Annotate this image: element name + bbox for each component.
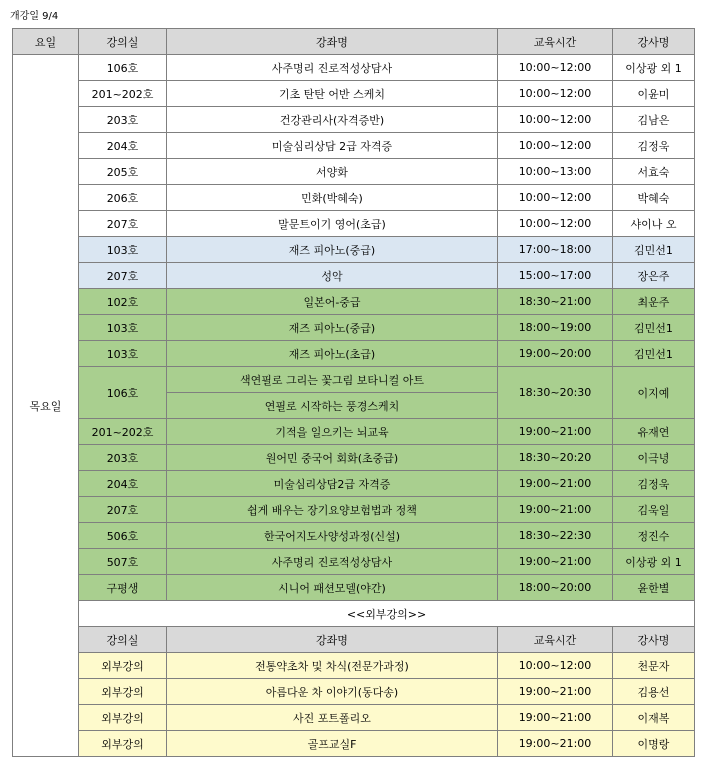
time-cell: 10:00~12:00: [498, 81, 613, 107]
time-cell: 10:00~12:00: [498, 107, 613, 133]
external-time-cell: 10:00~12:00: [498, 653, 613, 679]
room-cell: 206호: [79, 185, 167, 211]
room-cell: 507호: [79, 549, 167, 575]
external-row: [13, 731, 695, 757]
room-cell: 204호: [79, 471, 167, 497]
time-cell: 10:00~12:00: [498, 185, 613, 211]
teacher-cell: 샤이나 오: [613, 211, 695, 237]
external-header-time: 교육시간: [498, 627, 613, 653]
teacher-cell: 정진수: [613, 523, 695, 549]
course-cell: 서양화: [167, 159, 498, 185]
room-cell: 207호: [79, 211, 167, 237]
table-header-row: [13, 29, 695, 55]
time-cell: 18:30~22:30: [498, 523, 613, 549]
teacher-cell: 장은주: [613, 263, 695, 289]
room-cell: 207호: [79, 497, 167, 523]
header-day: 요일: [13, 29, 79, 55]
page-caption: 개강일 9/4: [10, 11, 59, 22]
course-cell: 건강관리사(자격증반): [167, 107, 498, 133]
room-cell: 106호: [79, 367, 167, 419]
room-cell: 203호: [79, 445, 167, 471]
external-row: [13, 653, 695, 679]
course-cell: 민화(박혜숙): [167, 185, 498, 211]
time-cell: 18:30~20:20: [498, 445, 613, 471]
room-cell: 203호: [79, 107, 167, 133]
table-row: [13, 81, 695, 107]
room-cell: 201~202호: [79, 81, 167, 107]
course-cell: 말문트이기 영어(초급): [167, 211, 498, 237]
teacher-cell: 김욱일: [613, 497, 695, 523]
course-cell: 시니어 패션모델(야간): [167, 575, 498, 601]
course-cell: 한국어지도사양성과정(신설): [167, 523, 498, 549]
table-row: [13, 523, 695, 549]
external-teacher-cell: 김용선: [613, 679, 695, 705]
external-row: [13, 705, 695, 731]
external-room-cell: 외부강의: [79, 731, 167, 757]
day-cell: 목요일: [13, 55, 79, 757]
external-room-cell: 외부강의: [79, 705, 167, 731]
table-row: [13, 133, 695, 159]
course-cell: 재즈 피아노(초급): [167, 341, 498, 367]
teacher-cell: 김민선1: [613, 341, 695, 367]
table-row: [13, 419, 695, 445]
table-row: [13, 315, 695, 341]
room-cell: 207호: [79, 263, 167, 289]
time-cell: 19:00~20:00: [498, 341, 613, 367]
room-cell: 106호: [79, 55, 167, 81]
course-cell: 색연필로 그리는 꽃그림 보타니컬 아트: [167, 367, 498, 393]
external-header-teacher: 강사명: [613, 627, 695, 653]
external-title: <<외부강의>>: [79, 601, 695, 627]
external-header-course: 강좌명: [167, 627, 498, 653]
teacher-cell: 이상광 외 1: [613, 549, 695, 575]
table-row: [13, 367, 695, 393]
external-course-cell: 전통약초차 및 차식(전문가과정): [167, 653, 498, 679]
teacher-cell: 윤한별: [613, 575, 695, 601]
external-title-row: [13, 601, 695, 627]
time-cell: 18:00~19:00: [498, 315, 613, 341]
course-cell: 사주명리 진로적성상담사: [167, 55, 498, 81]
teacher-cell: 김민선1: [613, 237, 695, 263]
external-time-cell: 19:00~21:00: [498, 731, 613, 757]
table-row: [13, 575, 695, 601]
table-row: [13, 289, 695, 315]
teacher-cell: 박혜숙: [613, 185, 695, 211]
external-course-cell: 골프교실F: [167, 731, 498, 757]
table-row: [13, 549, 695, 575]
table-row: [13, 445, 695, 471]
table-row: [13, 237, 695, 263]
room-cell: 205호: [79, 159, 167, 185]
external-teacher-cell: 천문자: [613, 653, 695, 679]
teacher-cell: 이극녕: [613, 445, 695, 471]
course-cell: 원어민 중국어 회화(초중급): [167, 445, 498, 471]
course-cell: 미술심리상담 2급 자격증: [167, 133, 498, 159]
time-cell: 19:00~21:00: [498, 497, 613, 523]
course-cell: 일본어-중급: [167, 289, 498, 315]
course-cell: 사주명리 진로적성상담사: [167, 549, 498, 575]
external-room-cell: 외부강의: [79, 653, 167, 679]
teacher-cell: 김정욱: [613, 471, 695, 497]
time-cell: 18:30~21:00: [498, 289, 613, 315]
external-row: [13, 679, 695, 705]
course-cell: 연필로 시작하는 풍경스케치: [167, 393, 498, 419]
teacher-cell: 서효숙: [613, 159, 695, 185]
table-row: [13, 107, 695, 133]
table-row: [13, 263, 695, 289]
teacher-cell: 유재연: [613, 419, 695, 445]
external-teacher-cell: 이명랑: [613, 731, 695, 757]
course-cell: 재즈 피아노(중급): [167, 315, 498, 341]
room-cell: 201~202호: [79, 419, 167, 445]
external-course-cell: 사진 포트폴리오: [167, 705, 498, 731]
time-cell: 10:00~13:00: [498, 159, 613, 185]
course-cell: 성악: [167, 263, 498, 289]
room-cell: 구평생: [79, 575, 167, 601]
time-cell: 17:00~18:00: [498, 237, 613, 263]
external-course-cell: 아름다운 차 이야기(동다송): [167, 679, 498, 705]
header-teacher: 강사명: [613, 29, 695, 55]
external-header-row: [13, 627, 695, 653]
table-row: [13, 211, 695, 237]
room-cell: 103호: [79, 341, 167, 367]
header-course: 강좌명: [167, 29, 498, 55]
time-cell: 15:00~17:00: [498, 263, 613, 289]
teacher-cell: 김남은: [613, 107, 695, 133]
teacher-cell: 이상광 외 1: [613, 55, 695, 81]
external-time-cell: 19:00~21:00: [498, 679, 613, 705]
time-cell: 19:00~21:00: [498, 549, 613, 575]
table-row: [13, 159, 695, 185]
table-row: [13, 55, 695, 81]
course-cell: 기적을 일으키는 뇌교육: [167, 419, 498, 445]
room-cell: 204호: [79, 133, 167, 159]
room-cell: 506호: [79, 523, 167, 549]
table-row: [13, 341, 695, 367]
room-cell: 103호: [79, 315, 167, 341]
header-time: 교육시간: [498, 29, 613, 55]
time-cell: 19:00~21:00: [498, 471, 613, 497]
external-teacher-cell: 이재복: [613, 705, 695, 731]
time-cell: 10:00~12:00: [498, 55, 613, 81]
table-row: [13, 185, 695, 211]
teacher-cell: 이지예: [613, 367, 695, 419]
teacher-cell: 김정욱: [613, 133, 695, 159]
room-cell: 102호: [79, 289, 167, 315]
course-cell: 쉽게 배우는 장기요양보험법과 정책: [167, 497, 498, 523]
header-room: 강의실: [79, 29, 167, 55]
schedule-table: [12, 28, 695, 757]
teacher-cell: 김민선1: [613, 315, 695, 341]
external-header-room: 강의실: [79, 627, 167, 653]
time-cell: 10:00~12:00: [498, 133, 613, 159]
time-cell: 18:30~20:30: [498, 367, 613, 419]
teacher-cell: 최운주: [613, 289, 695, 315]
course-cell: 재즈 피아노(중급): [167, 237, 498, 263]
external-time-cell: 19:00~21:00: [498, 705, 613, 731]
course-cell: 기초 탄탄 어반 스케치: [167, 81, 498, 107]
table-row: [13, 471, 695, 497]
course-cell: 미술심리상담2급 자격증: [167, 471, 498, 497]
external-room-cell: 외부강의: [79, 679, 167, 705]
time-cell: 19:00~21:00: [498, 419, 613, 445]
time-cell: 10:00~12:00: [498, 211, 613, 237]
table-row: [13, 497, 695, 523]
time-cell: 18:00~20:00: [498, 575, 613, 601]
room-cell: 103호: [79, 237, 167, 263]
teacher-cell: 이윤미: [613, 81, 695, 107]
